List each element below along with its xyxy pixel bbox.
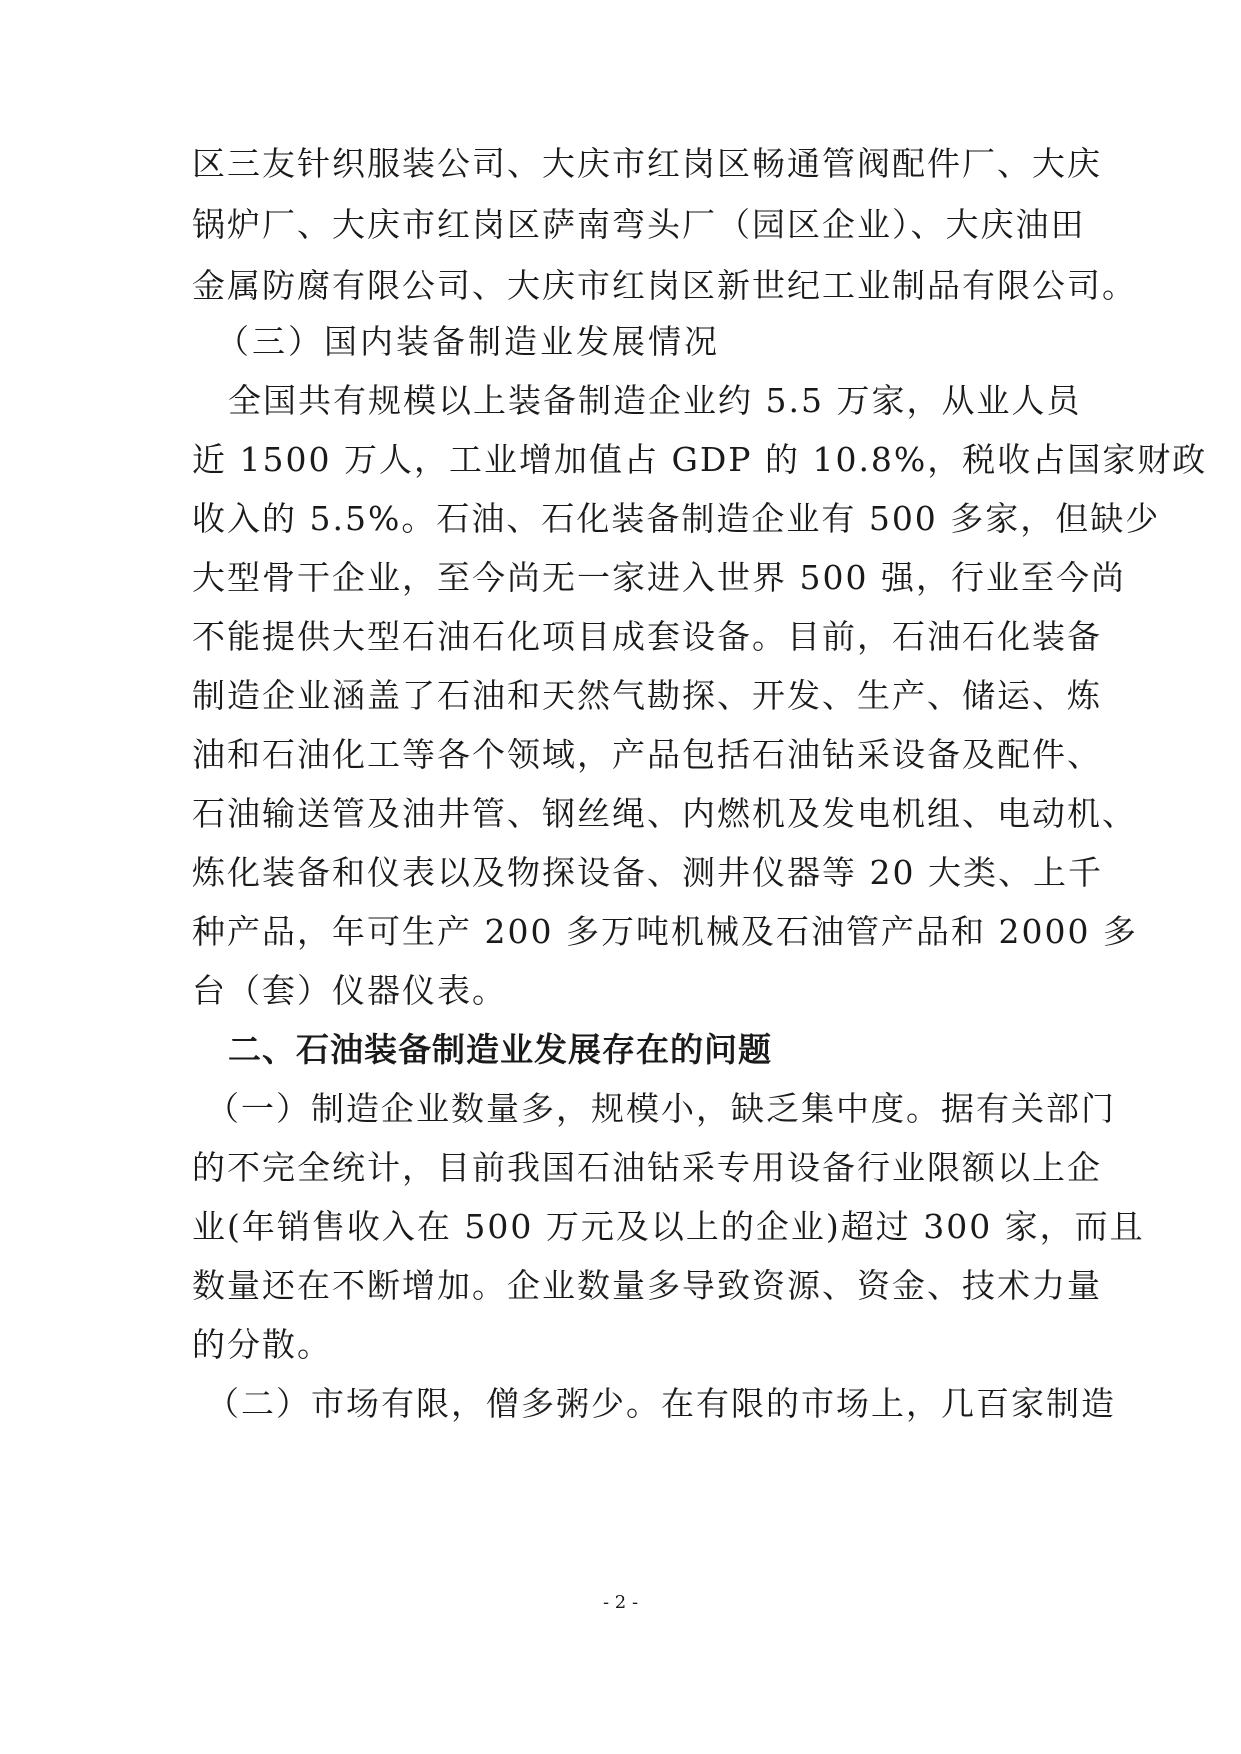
text-line: 不能提供大型石油石化项目成套设备。目前，石油石化装备 xyxy=(192,617,1102,656)
text-line: 区三友针织服装公司、大庆市红岗区畅通管阀配件厂、大庆 xyxy=(192,144,1102,183)
text-line: 种产品，年可生产 200 多万吨机械及石油管产品和 2000 多 xyxy=(192,912,1138,951)
text-line: 炼化装备和仪表以及物探设备、测井仪器等 20 大类、上千 xyxy=(192,853,1103,892)
text-line: 的不完全统计，目前我国石油钻采专用设备行业限额以上企 xyxy=(192,1148,1102,1187)
text-line: 的分散。 xyxy=(192,1325,332,1364)
text-line: （二）市场有限，僧多粥少。在有限的市场上，几百家制造 xyxy=(206,1384,1116,1423)
text-line: 收入的 5.5%。石油、石化装备制造企业有 500 多家，但缺少 xyxy=(192,499,1161,538)
text-line: 油和石油化工等各个领域，产品包括石油钻采设备及配件、 xyxy=(192,735,1102,774)
text-line: 石油输送管及油井管、钢丝绳、内燃机及发电机组、电动机、 xyxy=(192,794,1137,833)
text-line: 全国共有规模以上装备制造企业约 5.5 万家，从业人员 xyxy=(228,381,1082,420)
section-heading: 二、石油装备制造业发展存在的问题 xyxy=(228,1030,772,1069)
page-number: - 2 - xyxy=(602,1592,639,1613)
text-line: （一）制造企业数量多，规模小，缺乏集中度。据有关部门 xyxy=(206,1089,1116,1128)
text-line: 台（套）仪器仪表。 xyxy=(192,971,507,1010)
text-line: 锅炉厂、大庆市红岗区萨南弯头厂（园区企业）、大庆油田 xyxy=(192,205,1086,244)
text-line: 金属防腐有限公司、大庆市红岗区新世纪工业制品有限公司。 xyxy=(192,266,1137,305)
text-line: 大型骨干企业，至今尚无一家进入世界 500 强，行业至今尚 xyxy=(192,558,1126,597)
subsection-title: （三）国内装备制造业发展情况 xyxy=(216,322,720,361)
text-line: 业(年销售收入在 500 万元及以上的企业)超过 300 家，而且 xyxy=(192,1207,1145,1246)
text-line: 数量还在不断增加。企业数量多导致资源、资金、技术力量 xyxy=(192,1266,1102,1305)
text-line: 近 1500 万人，工业增加值占 GDP 的 10.8%，税收占国家财政 xyxy=(192,440,1208,479)
text-line: 制造企业涵盖了石油和天然气勘探、开发、生产、储运、炼 xyxy=(192,676,1102,715)
